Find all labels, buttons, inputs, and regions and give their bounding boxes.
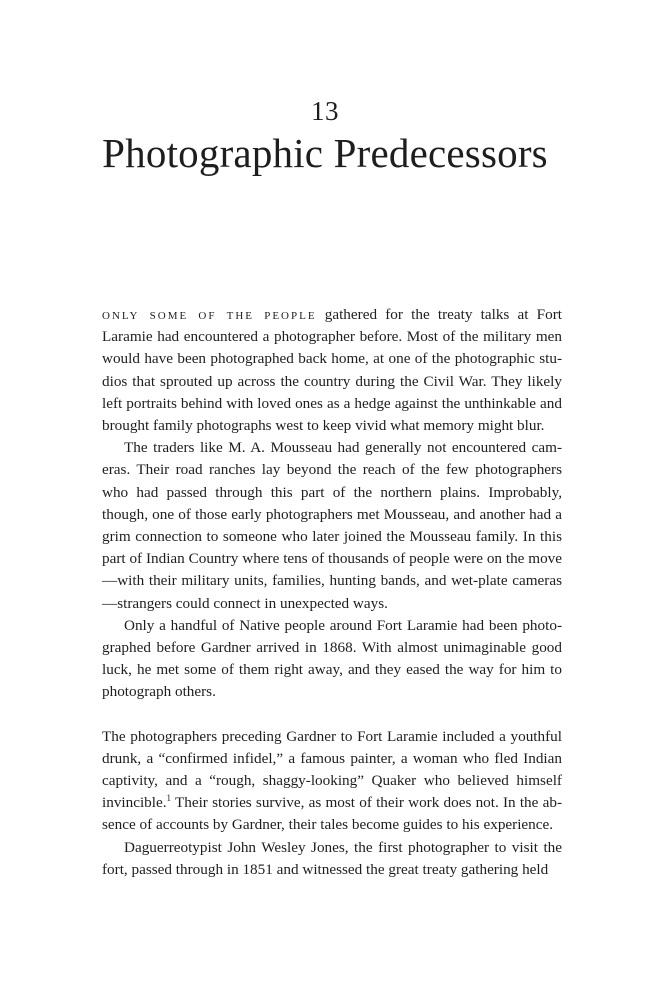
paragraph-4-text-b: Their stories survive, as most of their work does not. In the absence of accounts by Gardner, their tales become guides to his experience. [102,794,562,834]
chapter-number: 13 [311,96,339,126]
chapter-body [102,304,562,881]
section-break [102,704,562,726]
paragraph-3: Only a handful of Native people around Fort Laramie had been photographed before Gardner arrived in 1868. With almost unimaginable good luck, he met some of them right away, and they eased the way for him to photograph others. [102,616,562,701]
paragraph-4-text-a: The photographers preceding Gardner to Fort Laramie included a youthful drunk, a “confirmed infidel,” a famous painter, a woman who fled Indian captivity, and a “rough, shaggy-looking” Quaker who believed himself invincible. [102,727,562,812]
paragraph-2: The traders like M. A. Mousseau had generally not encountered cameras. Their road ranches lay beyond the reach of the few photographers who had passed through this part of the northern plains. Improbably, though, one of those early photographers met Mousseau, and another had a grim connection to someone who later joined the Mousseau family. In this part of Indian Country where tens of thousands of people were on the move—with their military units, families, hunting bands, and wet-plate cameras—strangers could connect in unexpected ways. [102,439,562,612]
paragraph-1-text: gathered for the treaty talks at Fort Laramie had encountered a photographer before. Most of the military men would have been photographed back home, at one of the photographic studios that sprouted up across the country during the Civil War. They likely left portraits behind with loved ones as a hedge against the unthinkable and brought family photographs west to keep vivid what memory might blur. [102,306,562,435]
footnote-marker: 1 [166,793,172,804]
small-caps-lead: only some of the people [102,306,317,323]
paragraph-5: Daguerreotypist John Wesley Jones, the first photographer to visit the fort, passed through in 1851 and witnessed the great treaty gathering held [102,838,562,878]
chapter-title: Photographic Predecessors [102,130,548,176]
paragraph-4 [102,726,562,837]
paragraph-1 [102,304,562,437]
